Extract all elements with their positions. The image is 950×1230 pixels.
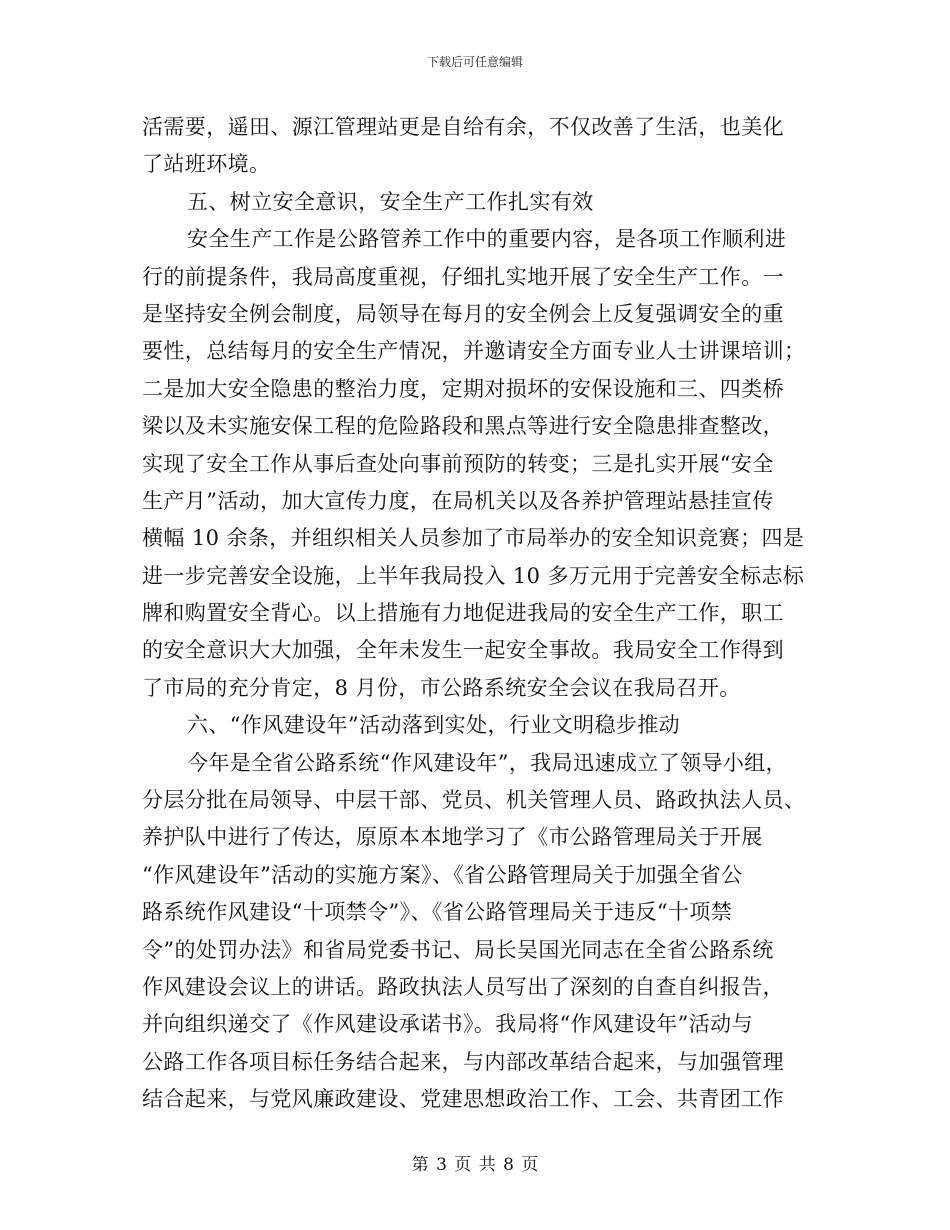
text-line: 了市局的充分肯定，8 月份，市公路系统安全会议在我局召开。	[142, 675, 741, 700]
text-line: 分层分批在局领导、中层干部、党员、机关管理人员、路政执法人员、	[142, 788, 806, 813]
text-line: 路系统作风建设“十项禁令”》、《省公路管理局关于违反“十项禁	[142, 900, 733, 925]
text-line: 生产月”活动，加大宣传力度，在局机关以及各养护管理站悬挂宣传	[142, 488, 774, 513]
text-line: 要性，总结每月的安全生产情况，并邀请安全方面专业人士讲课培训；	[142, 339, 806, 364]
text-line: 公路工作各项目标任务结合起来，与内部改革结合起来，与加强管理	[142, 1049, 784, 1074]
text-line: 是坚持安全例会制度，局领导在每月的安全例会上反复强调安全的重	[142, 301, 784, 326]
text-line: 六、“作风建设年”活动落到实处，行业文明稳步推动	[187, 713, 681, 738]
text-line: 实现了安全工作从事后查处向事前预防的转变；三是扎实开展“安全	[142, 451, 774, 476]
document-body	[142, 109, 806, 1119]
text-line: “作风建设年”活动的实施方案》、《省公路管理局关于加强全省公	[142, 862, 743, 887]
text-line: 牌和购置安全背心。以上措施有力地促进我局的安全生产工作，职工	[142, 601, 784, 626]
text-line: 横幅 10 余条，并组织相关人员参加了市局举办的安全知识竞赛；四是	[142, 526, 805, 551]
text-line: 安全生产工作是公路管养工作中的重要内容，是各项工作顺利进	[187, 227, 787, 252]
text-line: 养护队中进行了传达，原原本本地学习了《市公路管理局关于开展	[142, 825, 763, 850]
text-line: 五、树立安全意识，安全生产工作扎实有效	[187, 189, 594, 214]
text-line: 行的前提条件，我局高度重视，仔细扎实地开展了安全生产工作。一	[142, 264, 784, 289]
text-line: 了站班环境。	[142, 152, 271, 177]
text-line: 结合起来，与党风廉政建设、党建思想政治工作、工会、共青团工作	[142, 1087, 784, 1112]
page-header: 下载后可任意编辑	[426, 55, 523, 69]
text-line: 进一步完善安全设施，上半年我局投入 10 多万元用于完善安全标志标	[142, 563, 805, 588]
text-line: 的安全意识大大加强，全年未发生一起安全事故。我局安全工作得到	[142, 638, 784, 663]
text-line: 并向组织递交了《作风建设承诺书》。我局将“作风建设年”活动与	[142, 1012, 753, 1037]
text-line: 活需要，遥田、源江管理站更是自给有余，不仅改善了生活，也美化	[142, 115, 784, 139]
text-line: 令”的处罚办法》和省局党委书记、局长吴国光同志在全省公路系统	[142, 937, 774, 962]
page-footer: 第 3 页 共 8 页	[411, 1155, 539, 1175]
text-line: 二是加大安全隐患的整治力度，定期对损坏的安保设施和三、四类桥	[142, 376, 784, 401]
text-line: 梁以及未实施安保工程的危险路段和黑点等进行安全隐患排查整改，	[142, 414, 784, 439]
text-line: 今年是全省公路系统“作风建设年”，我局迅速成立了领导小组，	[187, 750, 788, 775]
text-line: 作风建设会议上的讲话。路政执法人员写出了深刻的自查自纠报告，	[142, 974, 784, 999]
